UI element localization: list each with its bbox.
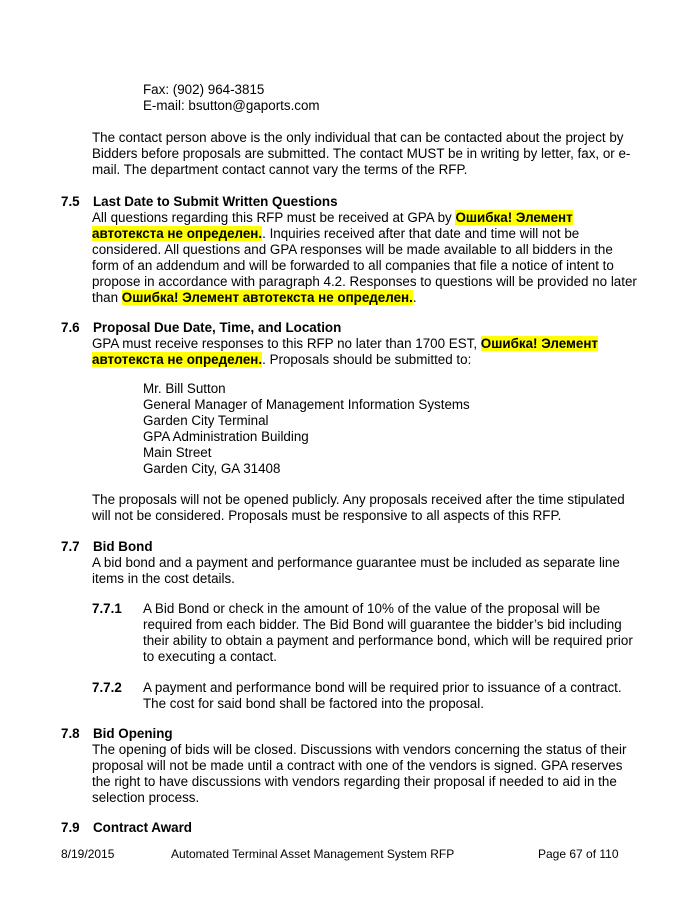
- text: . Proposals should be submitted to:: [262, 352, 472, 367]
- subsection-number: 7.7.2: [92, 680, 122, 695]
- contact-email: E-mail: bsutton@gaports.com: [143, 98, 320, 113]
- paragraph-line: The proposals will not be opened publicly. Any proposals received after the time stipulated: [92, 492, 625, 507]
- paragraph-line: proposal will not be made until a contract with one of the vendors is signed. GPA reserves: [92, 758, 623, 773]
- section-number: 7.7: [61, 539, 80, 554]
- section-number: 7.8: [61, 726, 80, 741]
- text: .: [412, 290, 417, 305]
- section-heading: Bid Bond: [93, 539, 153, 554]
- intro-line: Bidders before proposals are submitted. The contact MUST be in writing by letter, fax, or e-: [92, 146, 631, 161]
- paragraph-line: required from each bidder. The Bid Bond will guarantee the bidder’s bid including: [143, 617, 622, 632]
- address-line: Garden City Terminal: [143, 413, 269, 428]
- autotext-error-highlight: Ошибка! Элемент автотекста не определен.: [121, 290, 413, 305]
- paragraph-line: A Bid Bond or check in the amount of 10% of the value of the proposal will be: [143, 601, 601, 616]
- intro-line: mail. The department contact cannot vary the terms of the RFP.: [92, 162, 468, 177]
- section-heading: Contract Award: [93, 820, 192, 835]
- section-heading: Last Date to Submit Written Questions: [93, 194, 338, 209]
- section-heading: Proposal Due Date, Time, and Location: [93, 320, 342, 335]
- paragraph-line: [92, 352, 471, 368]
- text: All questions regarding this RFP must be received at GPA by: [92, 210, 456, 225]
- autotext-error-highlight: Ошибка! Элемент: [455, 210, 573, 225]
- paragraph-line: to executing a contact.: [143, 649, 277, 664]
- paragraph-line: [92, 226, 579, 242]
- paragraph-line: The opening of bids will be closed. Discussions with vendors concerning the status of their: [92, 742, 627, 757]
- footer-title: Automated Terminal Asset Management System RFP: [171, 847, 455, 861]
- paragraph-line: considered. All questions and GPA responses will be made available to all bidders in the: [92, 242, 613, 257]
- text: . Inquiries received after that date and time will not be: [262, 226, 580, 241]
- paragraph-line: items in the cost details.: [92, 571, 235, 586]
- section-number: 7.9: [61, 820, 80, 835]
- text: GPA must receive responses to this RFP no later than 1700 EST,: [92, 336, 481, 351]
- section-number: 7.6: [61, 320, 80, 335]
- intro-line: The contact person above is the only individual that can be contacted about the project by: [92, 130, 624, 145]
- section-number: 7.5: [61, 194, 80, 209]
- address-line: GPA Administration Building: [143, 429, 309, 444]
- paragraph-line: The cost for said bond shall be factored into the proposal.: [143, 696, 484, 711]
- autotext-error-highlight: автотекста не определен.: [92, 352, 263, 367]
- autotext-error-highlight: автотекста не определен.: [92, 226, 263, 241]
- contact-fax: Fax: (902) 964-3815: [143, 82, 265, 97]
- footer-date: 8/19/2015: [61, 847, 115, 861]
- subsection-number: 7.7.1: [92, 601, 122, 616]
- autotext-error-highlight: Ошибка! Элемент: [480, 336, 598, 351]
- paragraph-line: [92, 210, 573, 226]
- address-line: Main Street: [143, 445, 212, 460]
- paragraph-line: will not be considered. Proposals must be responsive to all aspects of this RFP.: [92, 508, 562, 523]
- paragraph-line: A payment and performance bond will be required prior to issuance of a contract.: [143, 680, 622, 695]
- address-line: Garden City, GA 31408: [143, 461, 281, 476]
- paragraph-line: propose in accordance with paragraph 4.2. Responses to questions will be provided no later: [92, 274, 637, 289]
- text: than: [92, 290, 122, 305]
- paragraph-line: [92, 290, 417, 306]
- footer-page-number: Page 67 of 110: [538, 847, 619, 861]
- section-heading: Bid Opening: [93, 726, 173, 741]
- paragraph-line: form of an addendum and will be forwarded to all companies that file a notice of intent to: [92, 258, 614, 273]
- paragraph-line: selection process.: [92, 790, 200, 805]
- paragraph-line: the right to have discussions with vendors regarding their proposal if needed to aid in the: [92, 774, 617, 789]
- paragraph-line: [92, 336, 598, 352]
- paragraph-line: A bid bond and a payment and performance guarantee must be included as separate line: [92, 555, 620, 570]
- address-line: General Manager of Management Information Systems: [143, 397, 470, 412]
- paragraph-line: their ability to obtain a payment and performance bond, which will be required prior: [143, 633, 633, 648]
- address-line: Mr. Bill Sutton: [143, 381, 226, 396]
